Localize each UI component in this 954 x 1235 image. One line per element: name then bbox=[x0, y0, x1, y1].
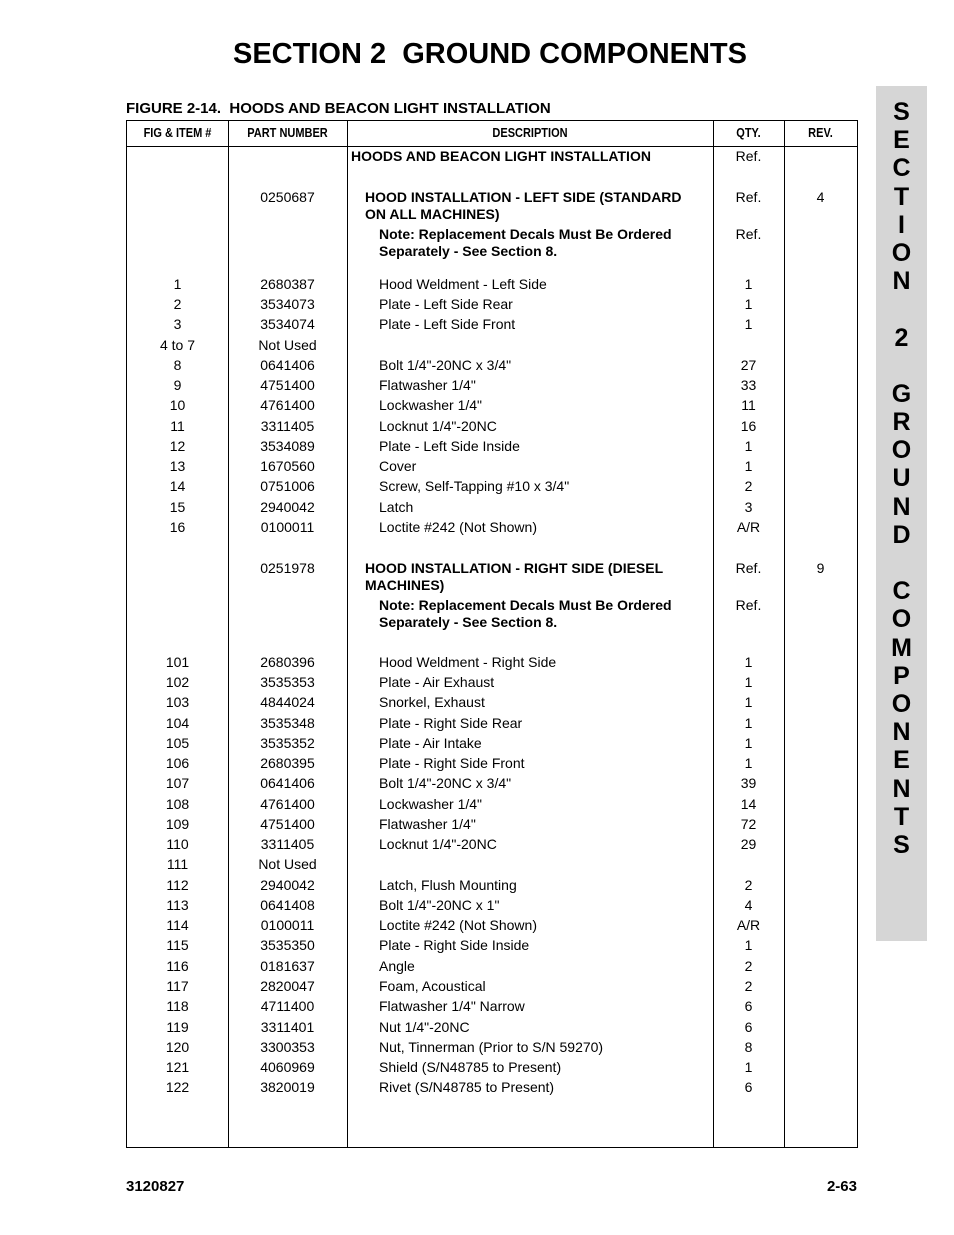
header-part-number: PART NUMBER bbox=[247, 126, 328, 140]
cell-part: 4751400 bbox=[260, 377, 315, 393]
cell-rev: 9 bbox=[816, 560, 825, 576]
cell-item: 13 bbox=[169, 458, 186, 474]
cell-item: 102 bbox=[165, 674, 190, 690]
cell-qty: 1 bbox=[744, 654, 753, 670]
cell-item: 4 to 7 bbox=[159, 337, 196, 353]
cell-part: 2940042 bbox=[260, 499, 315, 515]
section-side-tab bbox=[876, 86, 927, 941]
cell-qty: 1 bbox=[744, 296, 753, 312]
cell-part: 3535352 bbox=[260, 735, 315, 751]
cell-qty: Ref. bbox=[735, 560, 762, 576]
cell-desc: HOOD INSTALLATION - LEFT SIDE (STANDARD ON ALL MACHINES) bbox=[365, 189, 682, 222]
cell-qty: 39 bbox=[740, 775, 757, 791]
side-tab-letter: N bbox=[892, 492, 911, 521]
cell-item: 111 bbox=[166, 856, 189, 872]
cell-desc: Plate - Air Intake bbox=[379, 735, 482, 751]
cell-item: 122 bbox=[165, 1079, 190, 1095]
cell-item: 109 bbox=[165, 816, 190, 832]
cell-part: 0181637 bbox=[260, 958, 315, 974]
cell-part: 3535353 bbox=[260, 674, 315, 690]
cell-part: 3311405 bbox=[260, 836, 315, 852]
cell-part: 4711400 bbox=[260, 998, 315, 1014]
cell-desc: Flatwasher 1/4" Narrow bbox=[379, 998, 525, 1014]
cell-item: 118 bbox=[166, 998, 189, 1014]
cell-desc: Lockwasher 1/4" bbox=[379, 397, 483, 413]
cell-desc: Bolt 1/4"-20NC x 3/4" bbox=[379, 775, 512, 791]
cell-desc: Foam, Acoustical bbox=[379, 978, 486, 994]
cell-desc: Plate - Left Side Front bbox=[379, 316, 516, 332]
cell-item: 107 bbox=[165, 775, 190, 791]
side-tab-letter: O bbox=[891, 436, 912, 465]
cell-qty: 2 bbox=[744, 958, 753, 974]
cell-item: 115 bbox=[166, 937, 189, 953]
cell-qty: 1 bbox=[744, 715, 753, 731]
cell-item: 121 bbox=[165, 1059, 190, 1075]
cell-item: 106 bbox=[165, 755, 190, 771]
side-tab-letter: T bbox=[893, 802, 910, 831]
cell-item: 104 bbox=[165, 715, 190, 731]
side-tab-letter: C bbox=[892, 577, 911, 606]
cell-rev: 4 bbox=[816, 189, 825, 205]
cell-part: Not Used bbox=[258, 337, 317, 353]
cell-part: 2820047 bbox=[260, 978, 315, 994]
cell-item: 116 bbox=[166, 958, 189, 974]
page-title: SECTION 2 GROUND COMPONENTS bbox=[233, 38, 747, 70]
cell-desc: Loctite #242 (Not Shown) bbox=[379, 519, 537, 535]
cell-item: 9 bbox=[173, 377, 182, 393]
side-tab-letter: T bbox=[893, 182, 910, 211]
cell-item: 117 bbox=[166, 978, 189, 994]
cell-item: 16 bbox=[169, 519, 186, 535]
side-tab-letter: 2 bbox=[894, 323, 909, 352]
cell-desc: Cover bbox=[379, 458, 417, 474]
cell-desc: Plate - Left Side Inside bbox=[379, 438, 520, 454]
parts-table bbox=[126, 120, 858, 1148]
cell-part: 2680387 bbox=[260, 276, 315, 292]
cell-qty: 2 bbox=[744, 978, 753, 994]
side-tab-letter: I bbox=[898, 210, 905, 239]
cell-qty: 33 bbox=[740, 377, 757, 393]
cell-part: 4060969 bbox=[260, 1059, 315, 1075]
cell-qty: 1 bbox=[744, 438, 753, 454]
cell-part: 4751400 bbox=[260, 816, 315, 832]
cell-item: 1 bbox=[173, 276, 182, 292]
cell-desc: Rivet (S/N48785 to Present) bbox=[379, 1079, 555, 1095]
cell-item: 15 bbox=[169, 499, 186, 515]
cell-qty: 6 bbox=[744, 1019, 753, 1035]
cell-qty: 1 bbox=[744, 276, 753, 292]
cell-part: 4761400 bbox=[260, 796, 315, 812]
cell-item: 110 bbox=[166, 836, 189, 852]
cell-qty: 1 bbox=[744, 694, 753, 710]
cell-desc: HOODS AND BEACON LIGHT INSTALLATION bbox=[351, 148, 651, 164]
cell-desc: Note: Replacement Decals Must Be Ordered Separately - See Section 8. bbox=[379, 226, 672, 259]
cell-desc: Note: Replacement Decals Must Be Ordered Separately - See Section 8. bbox=[379, 597, 672, 630]
cell-item: 108 bbox=[165, 796, 190, 812]
cell-part: 0100011 bbox=[260, 917, 315, 933]
figure-title: FIGURE 2-14. HOODS AND BEACON LIGHT INSTALLATION bbox=[126, 100, 551, 117]
cell-desc: Loctite #242 (Not Shown) bbox=[379, 917, 537, 933]
cell-part: 0100011 bbox=[260, 519, 315, 535]
cell-desc: Bolt 1/4"-20NC x 3/4" bbox=[379, 357, 512, 373]
cell-desc: Bolt 1/4"-20NC x 1" bbox=[379, 897, 500, 913]
header-rev: REV. bbox=[808, 126, 833, 140]
cell-part: 2680395 bbox=[260, 755, 315, 771]
cell-qty: 72 bbox=[740, 816, 757, 832]
cell-part: 3820019 bbox=[260, 1079, 315, 1095]
cell-part: 0251978 bbox=[260, 560, 315, 576]
page-number: 2-63 bbox=[826, 1178, 857, 1195]
cell-desc: Locknut 1/4"-20NC bbox=[379, 836, 497, 852]
cell-item: 120 bbox=[165, 1039, 190, 1055]
cell-desc: Nut 1/4"-20NC bbox=[379, 1019, 470, 1035]
cell-part: 0641406 bbox=[260, 357, 315, 373]
side-tab-letter: C bbox=[892, 154, 911, 183]
side-tab-letter: N bbox=[892, 267, 911, 296]
header-fig-item: FIG & ITEM # bbox=[143, 126, 212, 140]
cell-qty: 1 bbox=[744, 458, 753, 474]
cell-qty: 6 bbox=[744, 1079, 753, 1095]
side-tab-letter: N bbox=[892, 774, 911, 803]
cell-part: 3535348 bbox=[260, 715, 315, 731]
cell-qty: Ref. bbox=[735, 148, 762, 164]
cell-item: 8 bbox=[173, 357, 182, 373]
cell-qty: 6 bbox=[744, 998, 753, 1014]
cell-part: 0641408 bbox=[260, 897, 315, 913]
cell-item: 101 bbox=[165, 654, 190, 670]
side-tab-letter: O bbox=[891, 605, 912, 634]
side-tab-letter: S bbox=[893, 830, 910, 859]
cell-desc: Angle bbox=[379, 958, 415, 974]
cell-qty: 2 bbox=[744, 478, 753, 494]
cell-qty: 27 bbox=[740, 357, 757, 373]
cell-item: 119 bbox=[166, 1019, 189, 1035]
cell-desc: Plate - Right Side Rear bbox=[379, 715, 523, 731]
cell-qty: Ref. bbox=[735, 597, 762, 613]
cell-part: 3311405 bbox=[260, 418, 315, 434]
cell-desc: Latch bbox=[379, 499, 414, 515]
cell-desc: Shield (S/N48785 to Present) bbox=[379, 1059, 562, 1075]
side-tab-letter: E bbox=[893, 746, 910, 775]
cell-qty: 2 bbox=[744, 877, 753, 893]
cell-desc: Flatwasher 1/4" bbox=[379, 816, 476, 832]
cell-desc: Hood Weldment - Left Side bbox=[379, 276, 547, 292]
cell-qty: 16 bbox=[740, 418, 757, 434]
cell-desc: Plate - Left Side Rear bbox=[379, 296, 513, 312]
cell-desc: Lockwasher 1/4" bbox=[379, 796, 483, 812]
cell-desc: Screw, Self-Tapping #10 x 3/4" bbox=[379, 478, 570, 494]
side-tab-letter: S bbox=[893, 98, 910, 126]
side-tab-letter: P bbox=[893, 661, 910, 690]
cell-item: 114 bbox=[166, 917, 189, 933]
side-tab-letter: N bbox=[892, 718, 911, 747]
cell-qty: 29 bbox=[740, 836, 757, 852]
cell-qty: 1 bbox=[744, 316, 753, 332]
cell-item: 2 bbox=[173, 296, 182, 312]
cell-qty: 1 bbox=[744, 674, 753, 690]
cell-qty: 11 bbox=[741, 397, 756, 413]
side-tab-letter: O bbox=[891, 238, 912, 267]
cell-qty: 14 bbox=[740, 796, 757, 812]
side-tab-letter: R bbox=[892, 408, 911, 437]
side-tab-letter: E bbox=[893, 126, 910, 155]
cell-qty: 1 bbox=[744, 937, 753, 953]
cell-part: 0641406 bbox=[260, 775, 315, 791]
cell-part: 4844024 bbox=[260, 694, 315, 710]
cell-item: 103 bbox=[165, 694, 190, 710]
cell-qty: 4 bbox=[744, 897, 753, 913]
document-number: 3120827 bbox=[126, 1178, 185, 1195]
cell-part: 3534074 bbox=[260, 316, 315, 332]
cell-part: 3534073 bbox=[260, 296, 315, 312]
cell-desc: Plate - Air Exhaust bbox=[379, 674, 495, 690]
cell-item: 11 bbox=[170, 418, 185, 434]
cell-qty: Ref. bbox=[735, 226, 762, 242]
cell-qty: 1 bbox=[744, 755, 753, 771]
header-qty: QTY. bbox=[736, 126, 761, 140]
cell-part: 3300353 bbox=[260, 1039, 315, 1055]
cell-desc: Locknut 1/4"-20NC bbox=[379, 418, 497, 434]
cell-desc: Plate - Right Side Front bbox=[379, 755, 525, 771]
header-description: DESCRIPTION bbox=[492, 126, 568, 140]
side-tab-letter: O bbox=[891, 689, 912, 718]
cell-desc: Plate - Right Side Inside bbox=[379, 937, 530, 953]
cell-part: 3535350 bbox=[260, 937, 315, 953]
cell-part: 3311401 bbox=[260, 1019, 315, 1035]
cell-part: Not Used bbox=[258, 856, 317, 872]
side-tab-text bbox=[876, 98, 927, 859]
cell-item: 10 bbox=[169, 397, 186, 413]
cell-desc: Latch, Flush Mounting bbox=[379, 877, 517, 893]
cell-qty: 8 bbox=[744, 1039, 753, 1055]
cell-qty: 3 bbox=[744, 499, 753, 515]
cell-qty: A/R bbox=[736, 519, 761, 535]
cell-desc: Nut, Tinnerman (Prior to S/N 59270) bbox=[379, 1039, 604, 1055]
cell-part: 0751006 bbox=[260, 478, 315, 494]
cell-desc: Flatwasher 1/4" bbox=[379, 377, 476, 393]
cell-qty: Ref. bbox=[735, 189, 762, 205]
cell-qty: 1 bbox=[744, 1059, 753, 1075]
cell-desc: HOOD INSTALLATION - RIGHT SIDE (DIESEL MACHINES) bbox=[365, 560, 663, 593]
side-tab-letter: D bbox=[892, 520, 911, 549]
cell-item: 113 bbox=[166, 897, 189, 913]
cell-part: 2940042 bbox=[260, 877, 315, 893]
cell-item: 112 bbox=[166, 877, 189, 893]
cell-qty: A/R bbox=[736, 917, 761, 933]
cell-item: 105 bbox=[165, 735, 190, 751]
cell-desc: Snorkel, Exhaust bbox=[379, 694, 485, 710]
side-tab-letter: M bbox=[891, 633, 912, 662]
cell-item: 3 bbox=[173, 316, 182, 332]
cell-part: 0250687 bbox=[260, 189, 315, 205]
cell-item: 14 bbox=[169, 478, 186, 494]
cell-part: 3534089 bbox=[260, 438, 315, 454]
cell-part: 1670560 bbox=[260, 458, 315, 474]
cell-desc: Hood Weldment - Right Side bbox=[379, 654, 557, 670]
side-tab-letter: G bbox=[891, 379, 912, 408]
cell-part: 4761400 bbox=[260, 397, 315, 413]
cell-qty: 1 bbox=[744, 735, 753, 751]
side-tab-letter: U bbox=[892, 464, 911, 493]
cell-item: 12 bbox=[169, 438, 186, 454]
cell-part: 2680396 bbox=[260, 654, 315, 670]
